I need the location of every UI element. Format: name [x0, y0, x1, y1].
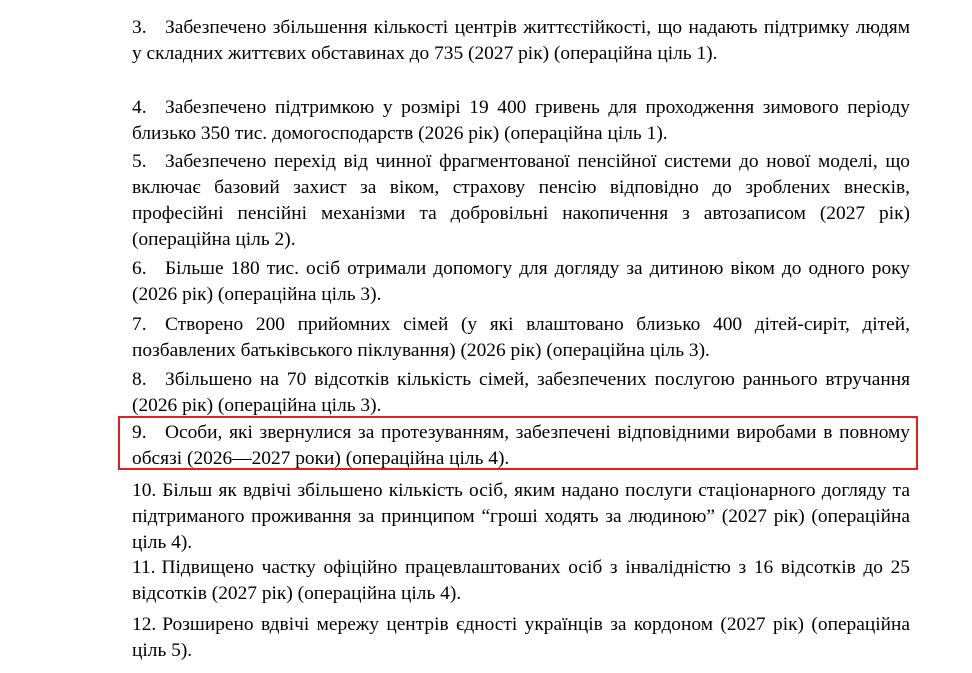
list-item	[132, 95, 910, 147]
item-number: 7.	[132, 314, 147, 335]
item-number: 11.	[132, 557, 156, 578]
item-number: 3.	[132, 17, 147, 38]
item-text: Особи, які звернулися за протезуванням, забезпечені відповідними виробами в повному обсязі (2026—2027 роки) (операційна ціль 4).	[132, 422, 910, 469]
item-number: 6.	[132, 258, 147, 279]
item-text: Підвищено частку офіційно працевлаштованих осіб з інвалідністю з 16 відсотків до 25 відсотків (2027 рік) (операційна ціль 4).	[132, 557, 910, 604]
item-text: Збільшено на 70 відсотків кількість сімей, забезпечених послугою раннього втручання (2026 рік) (операційна ціль 3).	[132, 369, 910, 416]
list-item	[132, 312, 910, 364]
list-item	[132, 612, 910, 664]
item-text: Більш як вдвічі збільшено кількість осіб, яким надано послуги стаціонарного догляду та підтриманого проживання за принципом “гроші ходять за людиною” (2027 рік) (операційна ціль 4).	[132, 480, 910, 553]
list-item	[132, 256, 910, 308]
item-number: 10.	[132, 480, 157, 501]
list-item	[132, 149, 910, 253]
list-item	[132, 478, 910, 556]
item-number: 4.	[132, 97, 147, 118]
list-item	[132, 15, 910, 67]
item-text: Забезпечено підтримкою у розмірі 19 400 гривень для проходження зимового періоду близько 350 тис. домогосподарств (2026 рік) (операційна ціль 1).	[132, 97, 910, 144]
item-number: 5.	[132, 151, 147, 172]
item-text: Більше 180 тис. осіб отримали допомогу для догляду за дитиною віком до одного року (2026 рік) (операційна ціль 3).	[132, 258, 910, 305]
item-number: 12.	[132, 614, 157, 635]
item-text: Розширено вдвічі мережу центрів єдності українців за кордоном (2027 рік) (операційна ціль 5).	[132, 614, 910, 661]
item-text: Створено 200 прийомних сімей (у які влаштовано близько 400 дітей-сиріт, дітей, позбавлених батьківського піклування) (2026 рік) (операційна ціль 3).	[132, 314, 910, 361]
list-item	[132, 555, 910, 607]
list-item	[132, 367, 910, 419]
item-number: 9.	[132, 422, 147, 443]
item-number: 8.	[132, 369, 147, 390]
list-item-highlighted	[132, 420, 910, 472]
item-text: Забезпечено збільшення кількості центрів життєстійкості, що надають підтримку людям у складних життєвих обставинах до 735 (2027 рік) (операційна ціль 1).	[132, 17, 910, 64]
item-text: Забезпечено перехід від чинної фрагментованої пенсійної системи до нової моделі, що включає базовий захист за віком, страхову пенсію відповідно до зроблених внесків, професійні пенсійні механізми та добровільні накопичення з автозаписом (2027 рік) (операційна ціль 2).	[132, 151, 910, 250]
